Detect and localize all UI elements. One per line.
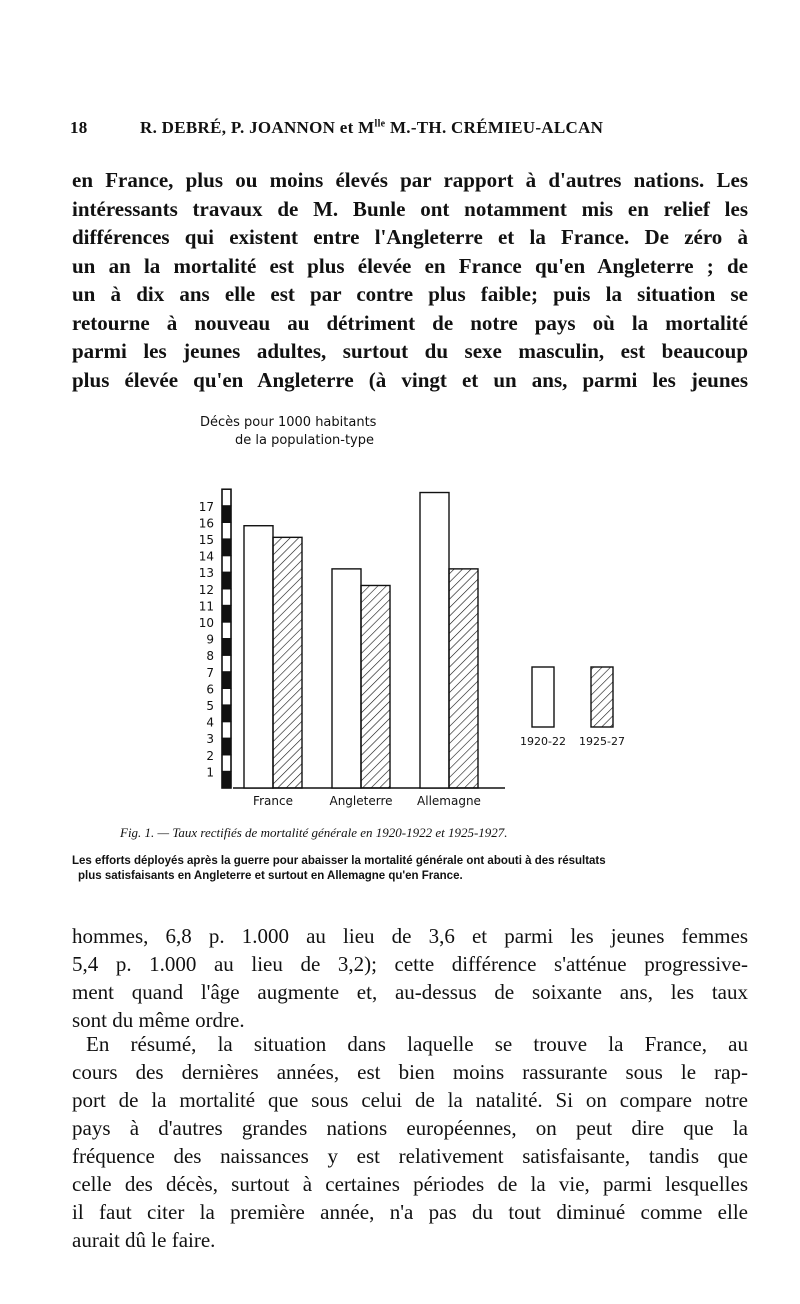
text-line: plus élevée qu'en Angleterre (à vingt et un ans, parmi les jeunes: [72, 367, 748, 392]
note-line: plus satisfaisants en Angleterre et surtout en Allemagne qu'en France.: [78, 870, 463, 882]
legend-swatch-1925-27: [591, 667, 613, 727]
figure-note: [72, 854, 748, 884]
paragraph-1: [72, 168, 748, 396]
y-tick-label: 7: [206, 665, 214, 680]
x-axis-labels: [253, 794, 481, 808]
bars-group: [244, 493, 478, 788]
figure-caption: Fig. 1. — Taux rectifiés de mortalité générale en 1920-1922 et 1925-1927.: [120, 825, 508, 840]
scale-segment: [222, 589, 231, 606]
text-line: retourne à nouveau au détriment de notre pays où la mortalité: [72, 310, 748, 335]
chart-title-line-1: Décès pour 1000 habitants: [200, 415, 377, 430]
y-tick-label: 4: [206, 715, 214, 730]
scale-segment: [222, 722, 231, 739]
paragraph-3: [72, 1032, 748, 1256]
y-tick-label: 12: [198, 582, 214, 597]
text-line: différences qui existent entre l'Angleterre et la France. De zéro à: [72, 225, 748, 249]
scale-segment: [222, 738, 231, 755]
legend-label-1920-22: 1920-22: [520, 735, 566, 748]
scale-segment: [222, 489, 231, 506]
text-line: pays à d'autres grandes nations européennes, on peut dire que la: [72, 1116, 748, 1140]
x-label-angleterre: Angleterre: [329, 794, 393, 808]
page-number: 18: [70, 118, 88, 137]
y-tick-label: 16: [198, 516, 214, 531]
chart-title-line-2: de la population-type: [235, 433, 375, 448]
text-line: celle des décès, surtout à certaines périodes de la vie, parmi lesquelles: [72, 1172, 748, 1196]
scale-segment: [222, 705, 231, 722]
text-line: hommes, 6,8 p. 1.000 au lieu de 3,6 et parmi les jeunes femmes: [72, 924, 748, 948]
y-tick-label: 11: [198, 599, 214, 614]
authors-prefix: R. DEBRÉ, P. JOANNON et M: [140, 118, 375, 137]
scale-segment: [222, 605, 231, 622]
y-tick-label: 5: [206, 699, 214, 713]
note-line: Les efforts déployés après la guerre pour abaisser la mortalité générale ont abouti à des résultats: [72, 855, 606, 867]
y-axis-ticks: [199, 500, 214, 780]
text-line: il faut citer la première année, n'a pas du tout diminué comme elle: [72, 1200, 748, 1224]
mortality-chart: [180, 410, 650, 810]
text-line: aurait dû le faire.: [72, 1228, 216, 1252]
text-line: 5,4 p. 1.000 au lieu de 3,2); cette différence s'atténue progressive-: [72, 952, 748, 976]
authors-sup: lle: [374, 118, 386, 130]
legend-swatch-1920-22: [532, 667, 554, 727]
scale-segment: [222, 556, 231, 573]
scale-segment: [222, 539, 231, 556]
y-tick-label: 3: [206, 732, 214, 747]
y-tick-label: 17: [198, 499, 214, 514]
y-tick-label: 9: [206, 632, 214, 647]
paragraph-2: [72, 924, 748, 1036]
scale-segment: [222, 622, 231, 639]
scale-segment: [222, 672, 231, 689]
text-line: port de la mortalité que sous celui de la natalité. Si on compare notre: [72, 1088, 748, 1112]
authors-suffix: M.-TH. CRÉMIEU-ALCAN: [385, 118, 604, 137]
text-line: en France, plus ou moins élevés par rapport à d'autres nations. Les: [72, 168, 748, 192]
y-tick-label: 14: [198, 549, 214, 564]
bar-france-1920-22: [244, 526, 273, 788]
text-line: fréquence des naissances y est relativement satisfaisante, tandis que: [72, 1144, 748, 1168]
y-tick-label: 2: [206, 748, 214, 763]
y-tick-label: 13: [198, 566, 214, 581]
y-tick-label: 1: [206, 765, 214, 780]
running-header-authors: [140, 118, 603, 138]
scale-segment: [222, 688, 231, 705]
y-tick-label: 8: [206, 649, 214, 664]
y-tick-label: 6: [206, 682, 214, 697]
scale-segment: [222, 771, 231, 788]
legend-label-1925-27: 1925-27: [579, 735, 625, 748]
y-axis-scale-bar: [222, 489, 231, 788]
legend: [520, 667, 625, 748]
scale-segment: [222, 639, 231, 656]
scale-segment: [222, 522, 231, 539]
text-line: parmi les jeunes adultes, surtout du sexe masculin, est beaucoup: [72, 339, 748, 363]
text-line: En résumé, la situation dans laquelle se trouve la France, au: [86, 1032, 748, 1056]
y-tick-label: 15: [198, 533, 214, 547]
text-line: intéressants travaux de M. Bunle ont notamment mis en relief les: [72, 196, 748, 221]
scale-segment: [222, 755, 231, 772]
text-line: sont du même ordre.: [72, 1008, 245, 1032]
x-label-allemagne: Allemagne: [417, 794, 481, 808]
scale-segment: [222, 655, 231, 672]
text-line: cours des dernières années, est bien moins rassurante sous le rap-: [72, 1060, 748, 1084]
bar-allemagne-1920-22: [420, 493, 449, 788]
y-tick-label: 10: [198, 616, 214, 630]
text-line: un an la mortalité est plus élevée en France qu'en Angleterre ; de: [72, 253, 748, 278]
bar-allemagne-1925-27: [449, 569, 478, 788]
scale-segment: [222, 506, 231, 523]
text-line: ment quand l'âge augmente et, au-dessus de soixante ans, les taux: [72, 980, 748, 1004]
text-line: un à dix ans elle est par contre plus faible; puis la situation se: [72, 282, 748, 306]
x-label-france: France: [253, 794, 293, 808]
scale-segment: [222, 572, 231, 589]
bar-angleterre-1925-27: [361, 585, 390, 788]
bar-france-1925-27: [273, 537, 302, 788]
bar-angleterre-1920-22: [332, 569, 361, 788]
